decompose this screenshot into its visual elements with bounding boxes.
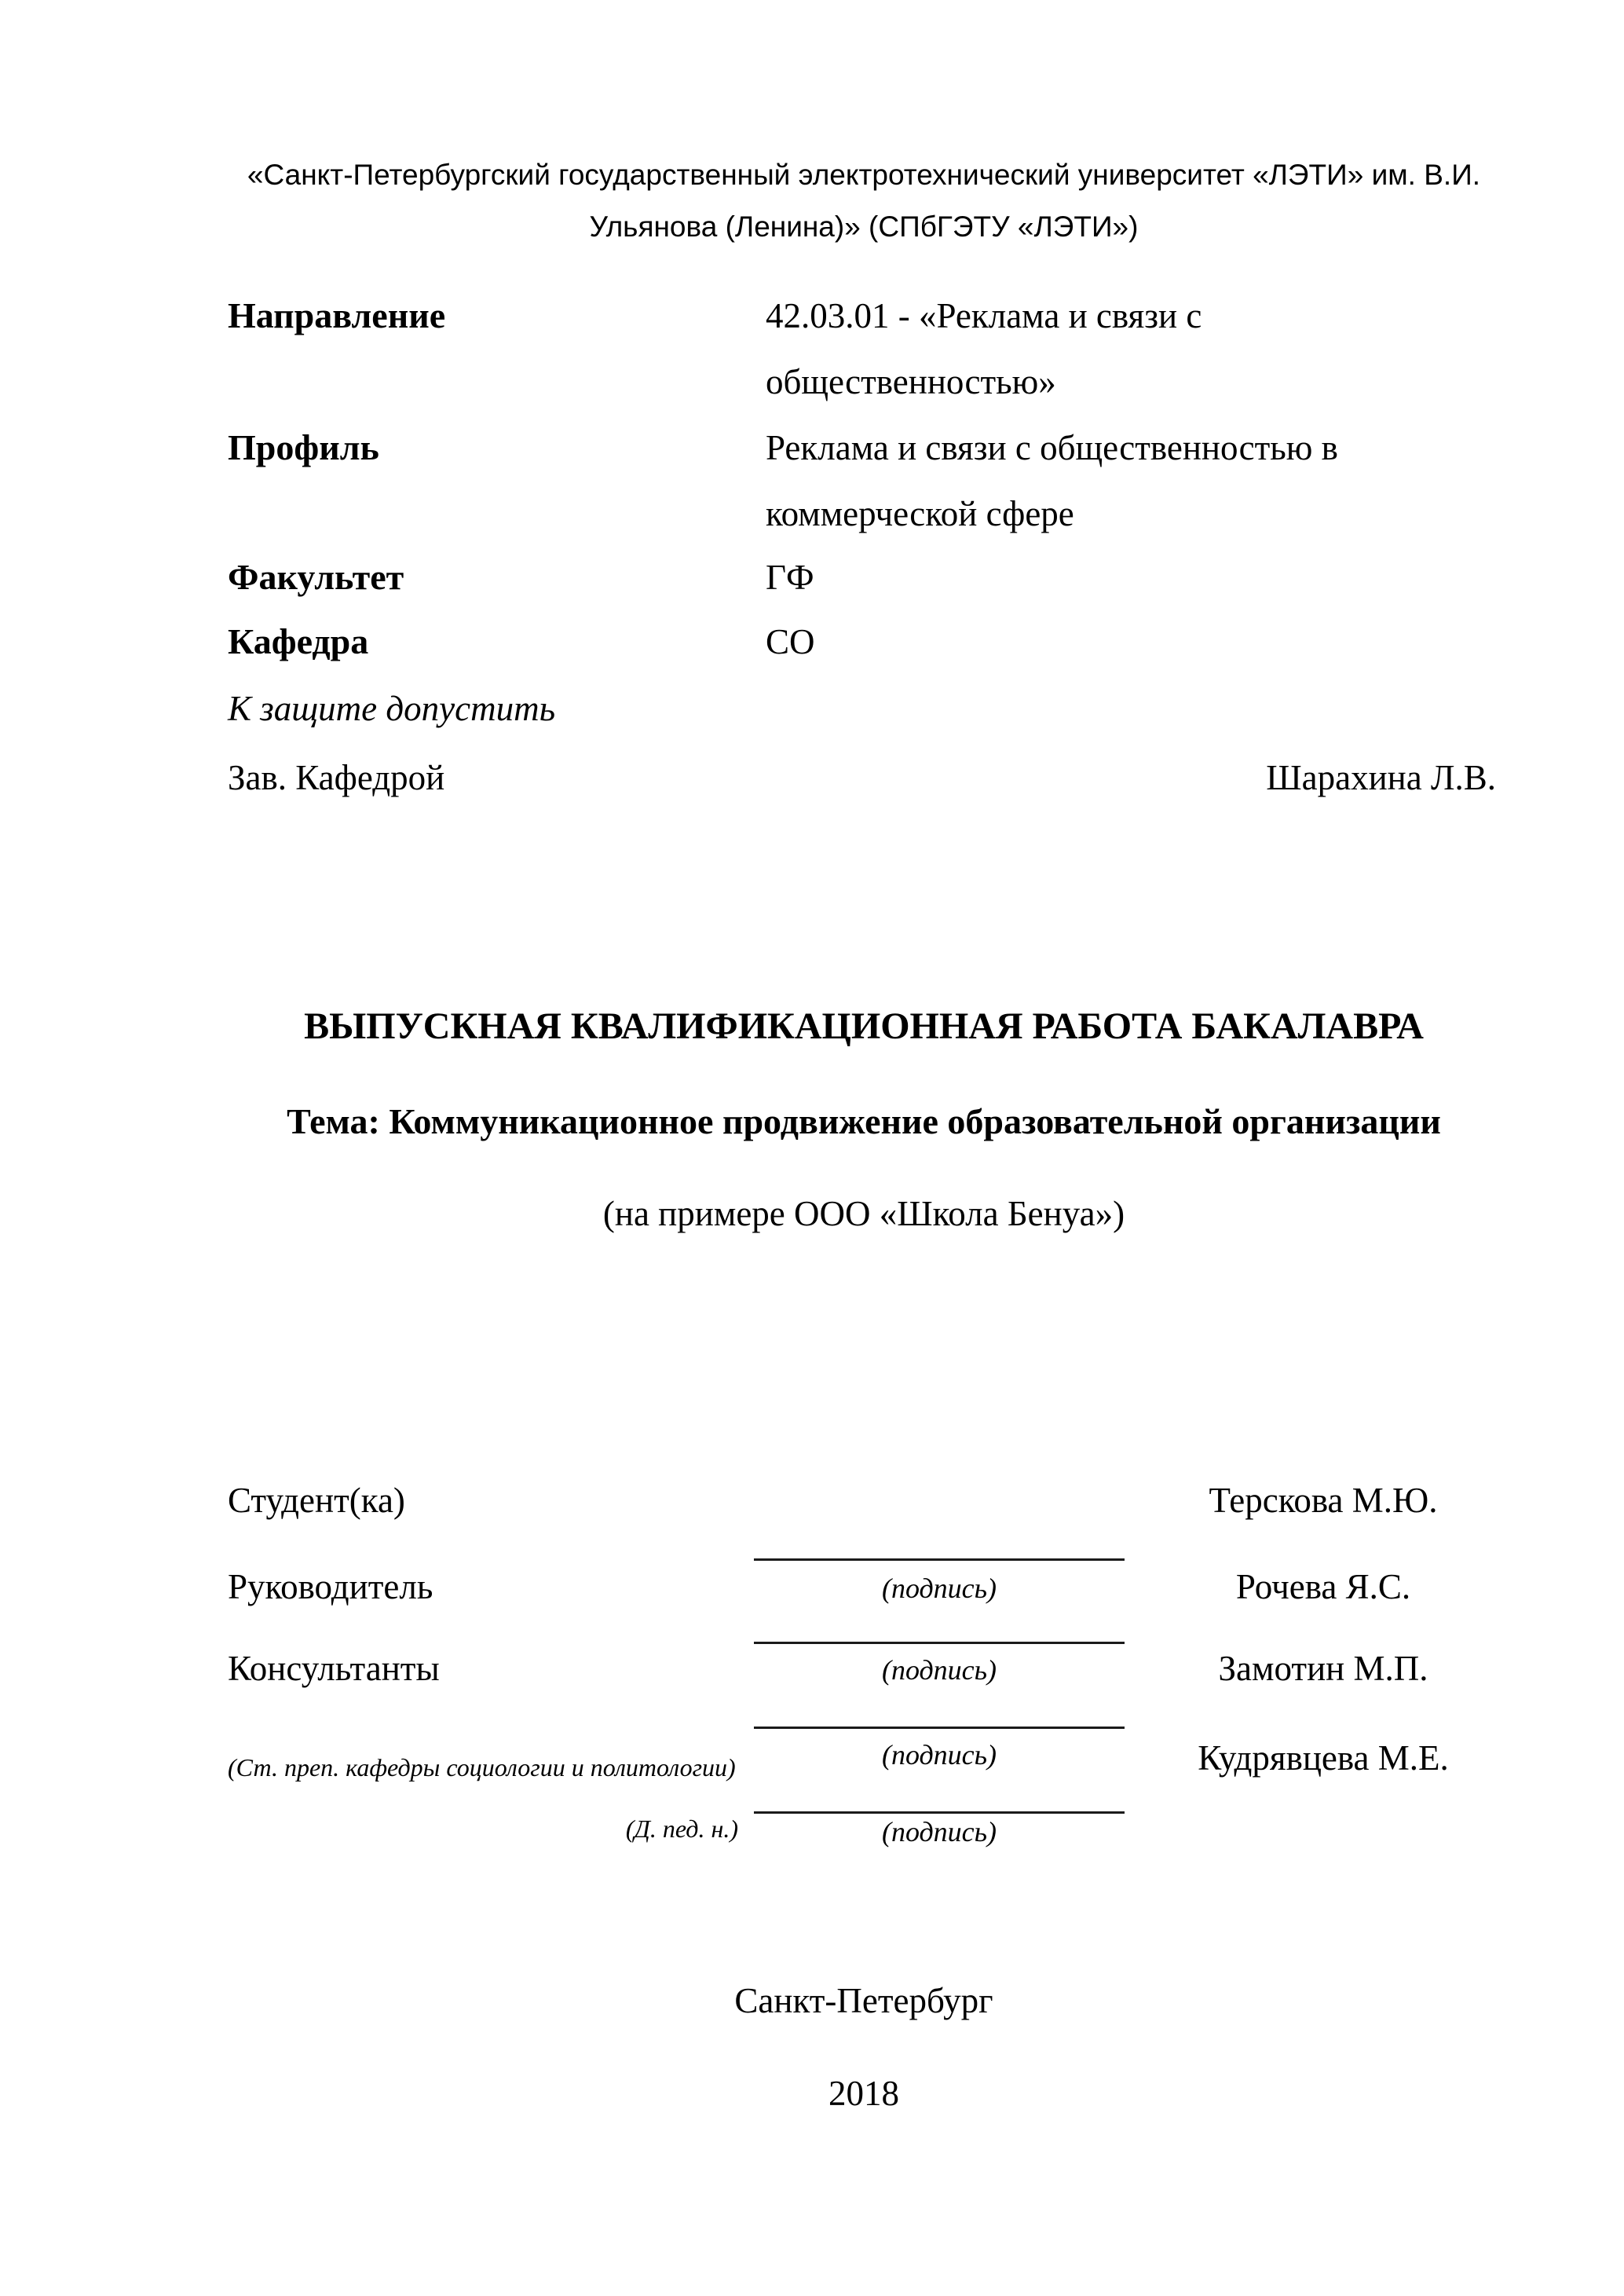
faculty-label: Факультет [228, 557, 404, 597]
student-role-label: Студент(ка) [228, 1481, 405, 1520]
supervisor-name: Рочева Я.С. [1235, 1567, 1411, 1606]
university-name-line1: «Санкт-Петербургский государственный электротехнический университет «ЛЭТИ» им. В.И. [247, 159, 1481, 191]
thesis-title: ВЫПУСКНАЯ КВАЛИФИКАЦИОННАЯ РАБОТА БАКАЛАВРА [304, 1005, 1424, 1047]
consultant-2-name: Кудрявцева М.Е. [1198, 1738, 1449, 1778]
dept-head-name: Шарахина Л.В. [1266, 758, 1496, 797]
department-value: СО [766, 622, 815, 661]
signature-line-4 [754, 1811, 1125, 1814]
university-name-line2: Ульянова (Ленина)» (СПбГЭТУ «ЛЭТИ») [589, 211, 1139, 243]
thesis-subtitle: (на примере ООО «Школа Бенуа») [602, 1194, 1125, 1233]
signature-line-2 [754, 1642, 1125, 1644]
department-label: Кафедра [228, 621, 369, 661]
signature-line-3 [754, 1727, 1125, 1729]
thesis-theme: Тема: Коммуникационное продвижение образовательной организации [287, 1101, 1441, 1141]
footer-year: 2018 [828, 2074, 899, 2113]
signature-caption-2: (подпись) [881, 1654, 997, 1686]
student-name: Терскова М.Ю. [1209, 1481, 1438, 1520]
dept-head-label: Зав. Кафедрой [228, 758, 445, 797]
consultant-1-name: Замотин М.П. [1218, 1649, 1428, 1688]
direction-value: 42.03.01 - «Реклама и связи с общественностью» [766, 296, 1202, 401]
profile-value: Реклама и связи с общественностью в коммерческой сфере [766, 428, 1338, 533]
faculty-value: ГФ [766, 558, 814, 597]
university-header [228, 149, 1500, 253]
admission-note: К защите допустить [228, 689, 556, 728]
degree-note: (Д. пед. н.) [625, 1814, 738, 1843]
signature-line-1 [754, 1558, 1125, 1561]
direction-label: Направление [228, 295, 446, 335]
supervisor-role-label: Руководитель [228, 1567, 433, 1606]
signature-caption-1: (подпись) [881, 1573, 997, 1604]
consultant-position-note: (Ст. преп. кафедры социологии и политологии) [228, 1753, 736, 1782]
consultants-role-label: Консультанты [228, 1649, 440, 1688]
signature-caption-3: (подпись) [881, 1739, 997, 1771]
footer-city: Санкт-Петербург [734, 1981, 993, 2020]
profile-label: Профиль [228, 427, 379, 467]
signature-caption-4: (подпись) [881, 1816, 997, 1847]
